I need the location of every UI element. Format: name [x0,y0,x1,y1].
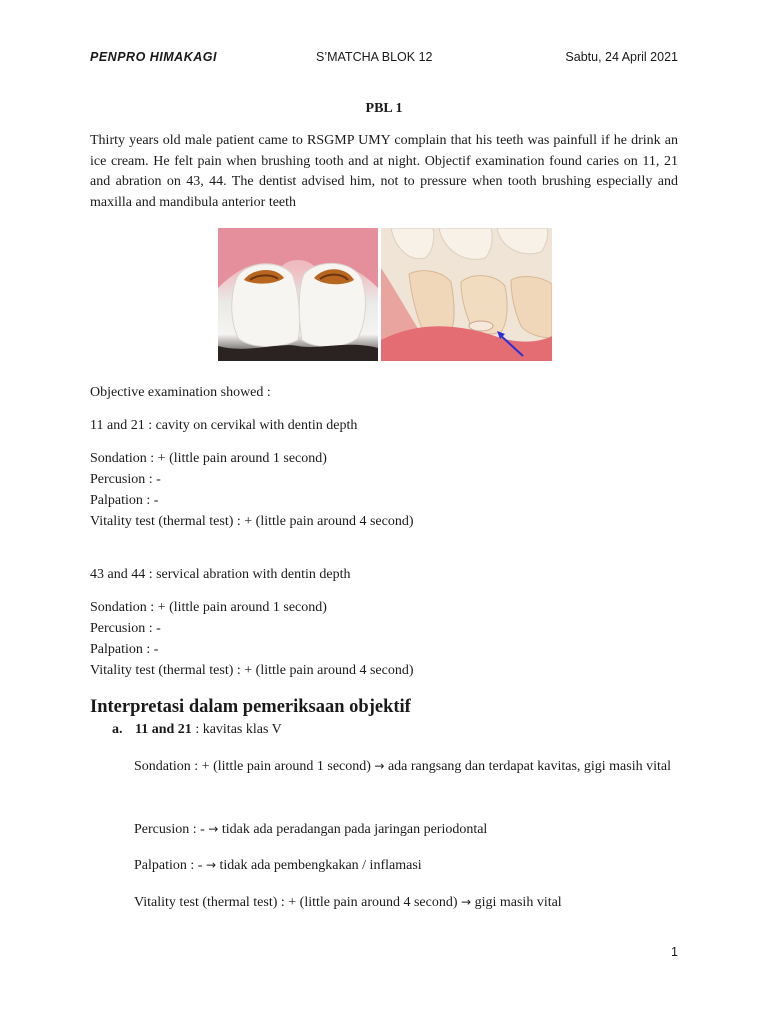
interp-palpation-finding: Palpation : - [134,858,206,873]
case-paragraph: Thirty years old male patient came to RSGMP UMY complain that his teeth was painfull if he drink an ice cream. He felt pain when brushing tooth and at night. Objectif examination found caries on 11, 21 and abration on 43, 44. The dentist advised him, not to pressure when tooth brushing especially and maxilla and mandibula anterior teeth [90,133,678,210]
page-header [90,50,678,68]
interp-percussion-meaning: tidak ada peradangan pada jaringan periodontal [218,822,488,837]
group2-percussion: Percusion : - [90,621,161,636]
interp-sondation-finding: Sondation : + (little pain around 1 second) [134,759,375,774]
interp-vitality-finding: Vitality test (thermal test) : + (little pain around 4 second) [134,895,462,910]
interp-sondation-meaning: ada rangsang dan terdapat kavitas, gigi masih vital [384,759,671,774]
caries-photo [218,228,378,361]
interp-percussion-finding: Percusion : - [134,822,209,837]
group1-vitality: Vitality test (thermal test) : + (little pain around 4 second) [90,514,414,529]
interp-sondation [134,753,678,780]
abrasion-photo [381,228,552,361]
arrow-icon: → [461,895,472,909]
group2-vitality: Vitality test (thermal test) : + (little pain around 4 second) [90,663,414,678]
interp-vitality-meaning: gigi masih vital [471,895,562,910]
item-a-desc: : kavitas klas V [191,722,282,737]
item-a-teeth: 11 and 21 [135,722,192,737]
group2-palpation: Palpation : - [90,642,159,657]
interp-palpation-meaning: tidak ada pembengkakan / inflamasi [216,858,422,873]
item-a-marker: a. [112,722,123,737]
interp-percussion [134,816,678,843]
header-date: Sabtu, 24 April 2021 [565,50,678,64]
interp-palpation [134,852,678,879]
interpretation-heading: Interpretasi dalam pemeriksaan objektif [90,697,411,717]
arrow-icon: → [374,759,385,773]
arrow-icon: → [205,858,216,872]
group2-sondation: Sondation : + (little pain around 1 second) [90,600,327,615]
group1-percussion: Percusion : - [90,472,161,487]
group1-sondation: Sondation : + (little pain around 1 second) [90,451,327,466]
header-course: S’MATCHA BLOK 12 [316,50,433,64]
group2-title: 43 and 44 : servical abration with dentin depth [90,567,351,582]
header-org: PENPRO HIMAKAGI [90,50,217,64]
interpretation-item-a [112,722,282,738]
group1-palpation: Palpation : - [90,493,159,508]
arrow-icon: → [208,822,219,836]
page-title: PBL 1 [365,101,403,116]
interp-vitality [134,889,678,916]
page-number: 1 [671,945,678,959]
group1-title: 11 and 21 : cavity on cervikal with dentin depth [90,418,358,433]
objective-label: Objective examination showed : [90,385,271,400]
